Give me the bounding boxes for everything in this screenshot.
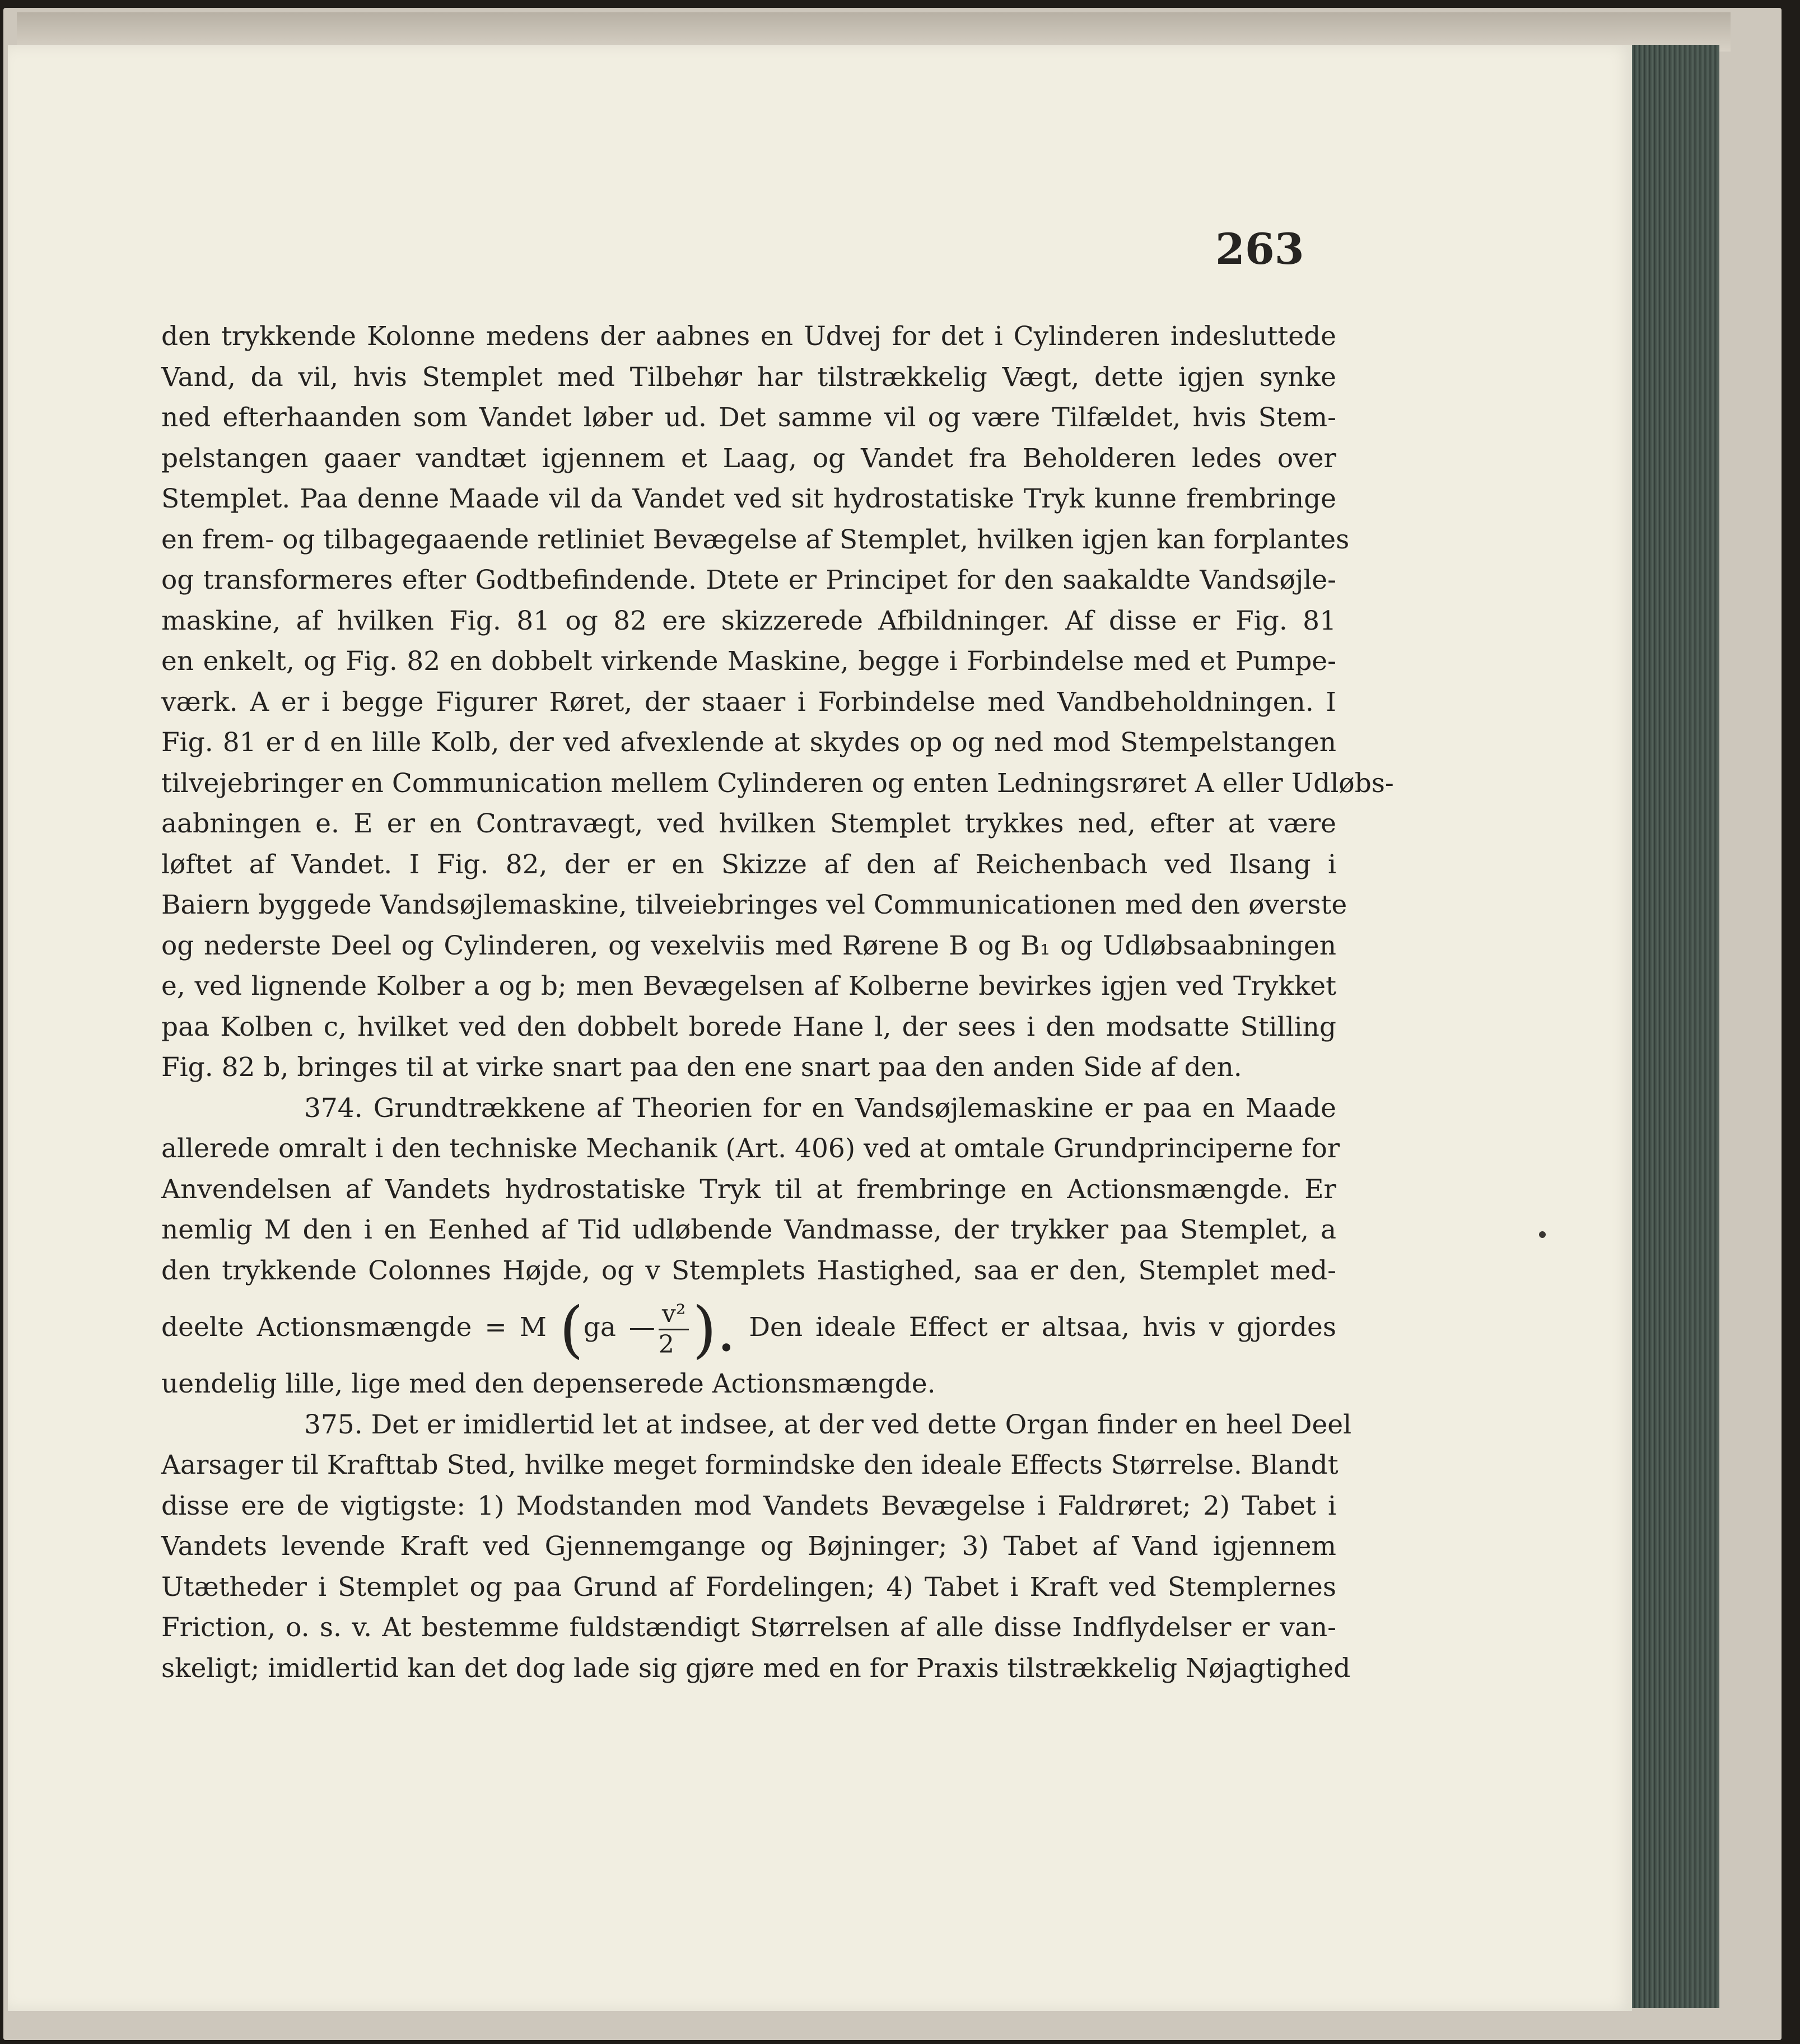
text-line: Stemplet. Paa denne Maade vil da Vandet ved sit hydrostatiske Tryk kunne frembringe — [161, 483, 1336, 514]
text-line: Baiern byggede Vandsøjlemaskine, tilveiebringes vel Communicationen med den øverste — [161, 890, 1347, 920]
formula-term: ga — — [583, 1312, 655, 1343]
text-line: aabningen e. E er en Contravægt, ved hvilken Stemplet trykkes ned, efter at være — [161, 808, 1336, 839]
text-line: paa Kolben c, hvilket ved den dobbelt borede Hane l, der sees i den modsatte Stilling — [161, 1011, 1336, 1042]
text-line: løftet af Vandet. I Fig. 82, der er en Skizze af den af Reichenbach ved Ilsang i — [161, 849, 1336, 880]
text-line: nemlig M den i en Eenhed af Tid udløbende Vandmasse, der trykker paa Stemplet, a — [161, 1214, 1336, 1245]
formula-prefix: deelte Actionsmængde = M — [161, 1312, 547, 1343]
text-line: allerede omralt i den techniske Mechanik (Art. 406) ved at omtale Grundprinciperne for — [161, 1133, 1340, 1164]
page-number: 263 — [1215, 224, 1304, 274]
text-line: værk. A er i begge Figurer Røret, der staaer i Forbindelse med Vandbeholdningen. I — [161, 686, 1336, 718]
text-line: Vand, da vil, hvis Stemplet med Tilbehør har tilstrækkelig Vægt, dette igjen synke — [161, 361, 1336, 393]
text-line: en frem- og tilbagegaaende retliniet Bevægelse af Stemplet, hvilken igjen kan forplantes — [161, 524, 1350, 555]
text-line: Aarsager til Krafttab Sted, hvilke meget formindske den ideale Effects Størrelse. Blandt — [161, 1450, 1339, 1480]
formula-fraction — [659, 1300, 689, 1359]
formula-numerator: v² — [659, 1300, 689, 1330]
body-text — [161, 316, 1394, 1689]
text-line: Friction, o. s. v. At bestemme fuldstændigt Størrelsen af alle disse Indflydelser er van- — [161, 1612, 1336, 1643]
text-line: disse ere de vigtigste: 1) Modstanden mod Vandets Bevægelse i Faldrøret; 2) Tabet i — [161, 1490, 1336, 1521]
page-edges — [1630, 45, 1719, 2008]
text-line: og transformeres efter Godtbefindende. Dtete er Principet for den saakaldte Vandsøjle- — [161, 565, 1336, 595]
text-line: Fig. 81 er d en lille Kolb, der ved afvexlende at skydes op og ned mod Stempelstangen — [161, 727, 1336, 758]
section-375-start: 375. Det er imidlertid let at indsee, at der ved dette Organ finder en heel Deel — [304, 1409, 1352, 1440]
text-line: tilvejebringer en Communication mellem Cylinderen og enten Ledningsrøret A eller Udløbs- — [161, 767, 1394, 799]
text-line: den trykkende Colonnes Højde, og v Stemplets Hastighed, saa er den, Stemplet med- — [161, 1255, 1336, 1286]
text-line: Anvendelsen af Vandets hydrostatiske Tryk til at frembringe en Actionsmængde. Er — [161, 1174, 1336, 1205]
formula-denominator: 2 — [658, 1330, 674, 1359]
text-line: Utætheder i Stemplet og paa Grund af Fordelingen; 4) Tabet i Kraft ved Stemplernes — [161, 1571, 1336, 1603]
text-line: skeligt; imidlertid kan det dog lade sig gjøre med en for Praxis tilstrækkelig Nøjagtighed — [161, 1652, 1351, 1684]
text-line: pelstangen gaaer vandtæt igjennem et Laag, og Vandet fra Beholderen ledes over — [161, 443, 1336, 474]
formula-suffix: Den ideale Effect er altsaa, hvis v gjordes — [749, 1312, 1336, 1343]
text-line: den trykkende Kolonne medens der aabnes en Udvej for det i Cylinderen indesluttede — [161, 321, 1336, 352]
formula-line — [161, 1291, 1336, 1364]
text-line: Fig. 82 b, bringes til at virke snart paa den ene snart paa den anden Side af den. — [161, 1052, 1242, 1083]
formula-close-paren: ). — [692, 1293, 736, 1365]
text-line: uendelig lille, lige med den depenserede Actionsmængde. — [161, 1368, 936, 1399]
text-line: en enkelt, og Fig. 82 en dobbelt virkende Maskine, begge i Forbindelse med et Pumpe- — [161, 646, 1336, 677]
section-374-start: 374. Grundtrækkene af Theorien for en Vandsøjlemaskine er paa en Maade — [304, 1092, 1336, 1124]
text-line: ned efterhaanden som Vandet løber ud. Det samme vil og være Tilfældet, hvis Stem- — [161, 402, 1336, 433]
text-line: maskine, af hvilken Fig. 81 og 82 ere skizzerede Afbildninger. Af disse er Fig. 81 — [161, 605, 1336, 636]
text-line: Vandets levende Kraft ved Gjennemgange og Bøjninger; 3) Tabet af Vand igjennem — [161, 1531, 1336, 1562]
ink-speck — [1539, 1231, 1546, 1238]
text-line: og nederste Deel og Cylinderen, og vexelviis med Rørene B og B₁ og Udløbsaabningen — [161, 930, 1336, 961]
text-line: e, ved lignende Kolber a og b; men Bevægelsen af Kolberne bevirkes igjen ved Trykket — [161, 971, 1336, 1002]
formula-open-paren: ( — [559, 1293, 584, 1365]
